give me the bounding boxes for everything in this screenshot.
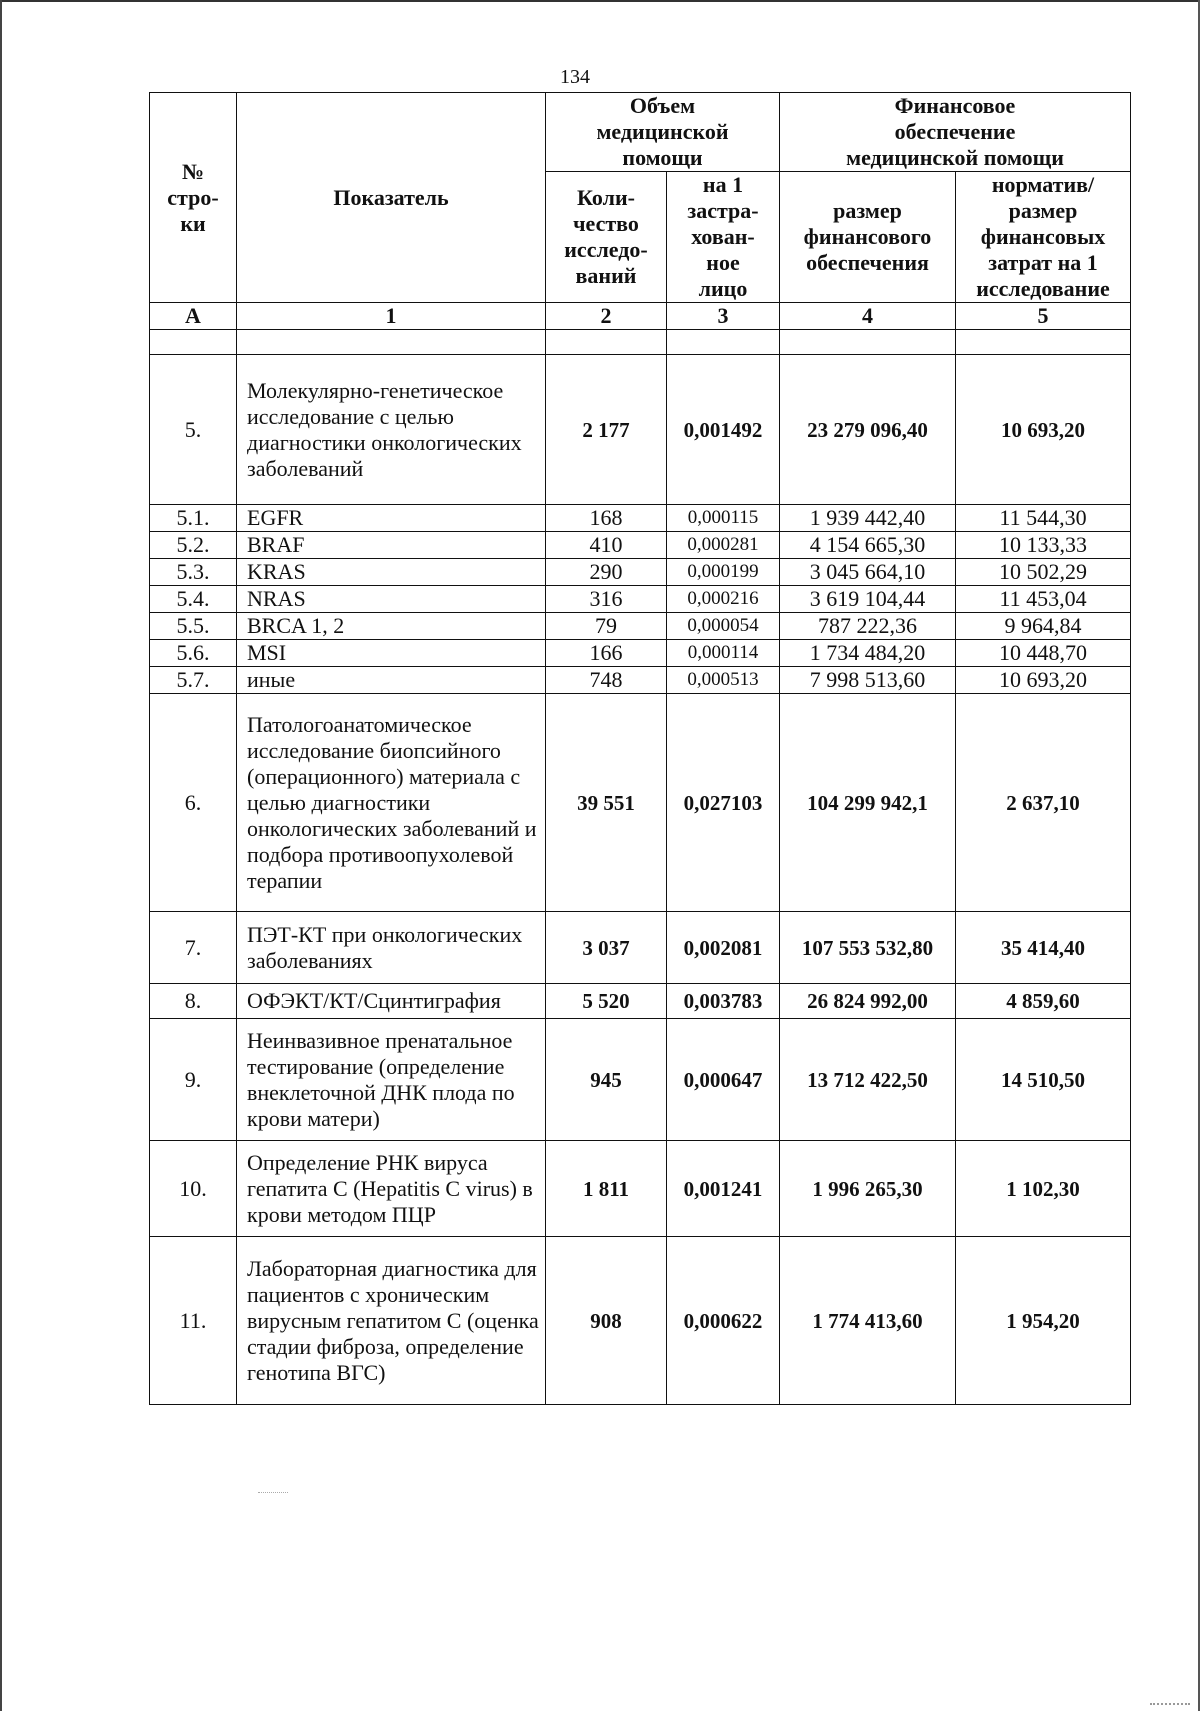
row-number: 5.5. <box>150 613 237 640</box>
normative-cost: 10 693,20 <box>956 355 1131 505</box>
normative-cost: 10 448,70 <box>956 640 1131 667</box>
row-number: 8. <box>150 984 237 1019</box>
table-row <box>150 912 1131 984</box>
normative-cost: 11 544,30 <box>956 505 1131 532</box>
normative-cost: 1 954,20 <box>956 1237 1131 1405</box>
study-count: 1 811 <box>546 1141 667 1237</box>
row-number: 9. <box>150 1019 237 1141</box>
report-table <box>149 92 1131 1405</box>
header-count: Коли- чество исследо- ваний <box>546 172 667 303</box>
study-count: 290 <box>546 559 667 586</box>
finance-size: 1 996 265,30 <box>780 1141 956 1237</box>
finance-size: 1 774 413,60 <box>780 1237 956 1405</box>
table-row <box>150 613 1131 640</box>
per-insured-person: 0,000513 <box>667 667 780 694</box>
indicator-name: иные <box>237 667 546 694</box>
study-count: 5 520 <box>546 984 667 1019</box>
table-row <box>150 559 1131 586</box>
normative-cost: 14 510,50 <box>956 1019 1131 1141</box>
row-number: 10. <box>150 1141 237 1237</box>
finance-size: 107 553 532,80 <box>780 912 956 984</box>
finance-size: 13 712 422,50 <box>780 1019 956 1141</box>
table-row <box>150 667 1131 694</box>
per-insured-person: 0,000281 <box>667 532 780 559</box>
row-number: 6. <box>150 694 237 912</box>
per-insured-person: 0,000054 <box>667 613 780 640</box>
per-insured-person: 0,000216 <box>667 586 780 613</box>
normative-cost: 2 637,10 <box>956 694 1131 912</box>
per-insured-person: 0,027103 <box>667 694 780 912</box>
row-number: 11. <box>150 1237 237 1405</box>
row-number: 7. <box>150 912 237 984</box>
per-insured-person: 0,001241 <box>667 1141 780 1237</box>
page-edge-left <box>0 0 2 1711</box>
study-count: 908 <box>546 1237 667 1405</box>
indicator-name: Определение РНК вируса гепатита С (Hepatitis C virus) в крови методом ПЦР <box>237 1141 546 1237</box>
spacer-cell <box>956 330 1131 355</box>
spacer-cell <box>667 330 780 355</box>
column-letter: А <box>150 303 237 330</box>
column-letter: 5 <box>956 303 1131 330</box>
finance-size: 1 939 442,40 <box>780 505 956 532</box>
page-number: 134 <box>560 66 590 88</box>
finance-size: 1 734 484,20 <box>780 640 956 667</box>
study-count: 748 <box>546 667 667 694</box>
indicator-name: ОФЭКТ/КТ/Сцинтиграфия <box>237 984 546 1019</box>
finance-size: 7 998 513,60 <box>780 667 956 694</box>
header-row-no: № стро- ки <box>150 93 237 303</box>
finance-size: 26 824 992,00 <box>780 984 956 1019</box>
normative-cost: 9 964,84 <box>956 613 1131 640</box>
table-row <box>150 532 1131 559</box>
table-row <box>150 586 1131 613</box>
indicator-name: Лабораторная диагностика для пациентов с хроническим вирусным гепатитом С (оценка стадии фиброза, определение генотипа ВГС) <box>237 1237 546 1405</box>
finance-size: 4 154 665,30 <box>780 532 956 559</box>
indicator-name: Патологоанатомическое исследование биопсийного (операционного) материала с целью диагностики онкологических заболеваний и подбора противоопухолевой терапии <box>237 694 546 912</box>
study-count: 3 037 <box>546 912 667 984</box>
finance-size: 23 279 096,40 <box>780 355 956 505</box>
per-insured-person: 0,003783 <box>667 984 780 1019</box>
column-letter: 2 <box>546 303 667 330</box>
normative-cost: 10 133,33 <box>956 532 1131 559</box>
normative-cost: 1 102,30 <box>956 1141 1131 1237</box>
indicator-name: Неинвазивное пренатальное тестирование (определение внеклеточной ДНК плода по крови матери) <box>237 1019 546 1141</box>
table-body <box>150 355 1131 1405</box>
header-normative: норматив/ размер финансовых затрат на 1 исследование <box>956 172 1131 303</box>
column-letter: 1 <box>237 303 546 330</box>
header-finance-group: Финансовое обеспечение медицинской помощи <box>780 93 1131 172</box>
study-count: 2 177 <box>546 355 667 505</box>
table-row <box>150 1141 1131 1237</box>
row-number: 5.7. <box>150 667 237 694</box>
finance-size: 104 299 942,1 <box>780 694 956 912</box>
finance-size: 787 222,36 <box>780 613 956 640</box>
study-count: 168 <box>546 505 667 532</box>
normative-cost: 4 859,60 <box>956 984 1131 1019</box>
normative-cost: 35 414,40 <box>956 912 1131 984</box>
per-insured-person: 0,000115 <box>667 505 780 532</box>
indicator-name: BRAF <box>237 532 546 559</box>
spacer-cell <box>150 330 237 355</box>
column-letter: 3 <box>667 303 780 330</box>
table-row <box>150 355 1131 505</box>
indicator-name: NRAS <box>237 586 546 613</box>
indicator-name: MSI <box>237 640 546 667</box>
column-letters-row <box>150 303 1131 330</box>
indicator-name: KRAS <box>237 559 546 586</box>
finance-size: 3 045 664,10 <box>780 559 956 586</box>
indicator-name: BRCA 1, 2 <box>237 613 546 640</box>
row-number: 5.1. <box>150 505 237 532</box>
table-row <box>150 1019 1131 1141</box>
spacer-row <box>150 330 1131 355</box>
per-insured-person: 0,000114 <box>667 640 780 667</box>
spacer-cell <box>780 330 956 355</box>
indicator-name: ПЭТ-КТ при онкологических заболеваниях <box>237 912 546 984</box>
study-count: 166 <box>546 640 667 667</box>
study-count: 945 <box>546 1019 667 1141</box>
scan-speck <box>258 1492 288 1493</box>
per-insured-person: 0,001492 <box>667 355 780 505</box>
table-row <box>150 1237 1131 1405</box>
table-row <box>150 984 1131 1019</box>
row-number: 5.4. <box>150 586 237 613</box>
per-insured-person: 0,000199 <box>667 559 780 586</box>
row-number: 5.3. <box>150 559 237 586</box>
per-insured-person: 0,002081 <box>667 912 780 984</box>
header-volume-group: Объем медицинской помощи <box>546 93 780 172</box>
page-edge-top <box>0 0 1200 2</box>
spacer-cell <box>237 330 546 355</box>
study-count: 316 <box>546 586 667 613</box>
scan-corner-mark <box>1150 1703 1190 1707</box>
finance-size: 3 619 104,44 <box>780 586 956 613</box>
study-count: 79 <box>546 613 667 640</box>
header-finance-size: размер финансового обеспечения <box>780 172 956 303</box>
indicator-name: EGFR <box>237 505 546 532</box>
header-indicator: Показатель <box>237 93 546 303</box>
row-number: 5.6. <box>150 640 237 667</box>
column-letter: 4 <box>780 303 956 330</box>
indicator-name: Молекулярно-генетическое исследование с целью диагностики онкологических заболеваний <box>237 355 546 505</box>
row-number: 5. <box>150 355 237 505</box>
normative-cost: 10 502,29 <box>956 559 1131 586</box>
header-per-person: на 1 застра- хован- ное лицо <box>667 172 780 303</box>
per-insured-person: 0,000647 <box>667 1019 780 1141</box>
table-row <box>150 694 1131 912</box>
normative-cost: 11 453,04 <box>956 586 1131 613</box>
row-number: 5.2. <box>150 532 237 559</box>
normative-cost: 10 693,20 <box>956 667 1131 694</box>
study-count: 410 <box>546 532 667 559</box>
study-count: 39 551 <box>546 694 667 912</box>
table-row <box>150 505 1131 532</box>
per-insured-person: 0,000622 <box>667 1237 780 1405</box>
table-row <box>150 640 1131 667</box>
spacer-cell <box>546 330 667 355</box>
